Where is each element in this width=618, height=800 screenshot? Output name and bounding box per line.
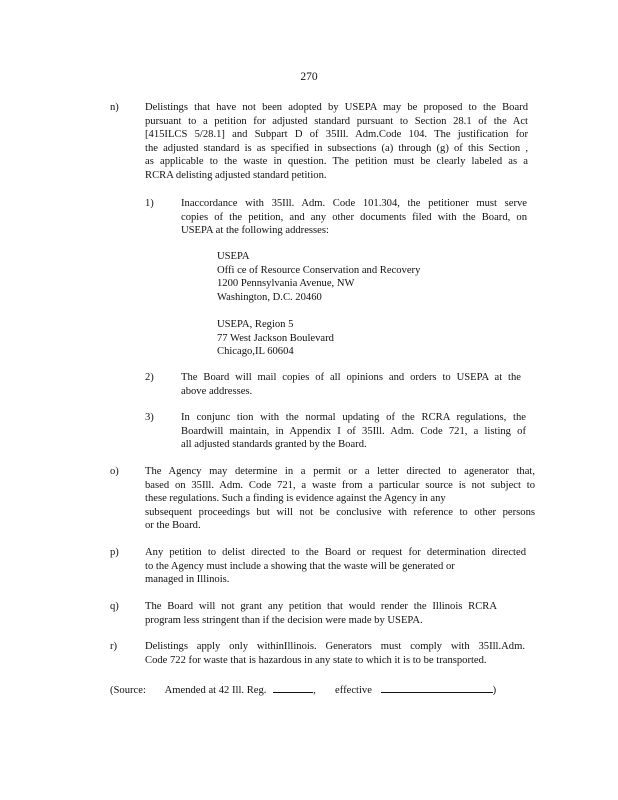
address-line: Offi ce of Resource Conservation and Recovery — [217, 264, 421, 276]
text-line: Inaccordance with 35Ill. Adm. Code 101.304, the petitioner must serve — [181, 198, 527, 209]
text-line: copies of the petition, and any other documents filed with the Board, on — [181, 211, 527, 223]
subsection-n-text — [145, 101, 528, 183]
text-line: Boardwill maintain, in Appendix I of 35Ill. Adm. Code 721, a listing of — [181, 425, 526, 437]
text-line: managed in Illinois. — [145, 574, 230, 586]
source-effective: effective — [335, 685, 372, 696]
source-close: ) — [492, 685, 497, 696]
effective-date-blank — [381, 682, 493, 693]
address-line: 77 West Jackson Boulevard — [217, 332, 334, 344]
subsection-n-1-marker: 1) — [145, 198, 154, 209]
text-line: The Agency may determine in a permit or a letter directed to agenerator that, — [145, 466, 535, 477]
text-line: as applicable to the waste in question. The petition must be clearly labeled as a — [145, 156, 528, 168]
subsection-o-marker: o) — [110, 466, 119, 477]
address-line: 1200 Pennsylvania Avenue, NW — [217, 278, 355, 290]
text-line: Delistings that have not been adopted by USEPA may be proposed to the Board — [145, 102, 528, 113]
subsection-q-text — [145, 600, 497, 627]
text-line: The Board will mail copies of all opinions and orders to USEPA at the — [181, 372, 521, 383]
text-line: In conjunc tion with the normal updating of the RCRA regulations, the — [181, 412, 526, 423]
text-line: based on 35Ill. Adm. Code 721, a waste from a particular source is not subject to — [145, 479, 535, 491]
text-line: these regulations. Such a finding is evidence against the Agency in any — [145, 493, 446, 505]
source-note — [110, 682, 510, 698]
text-line: the adjusted standard is as specified in subsections (a) through (g) of this Section , — [145, 142, 528, 154]
text-line: Any petition to delist directed to the Board or request for determination directed — [145, 547, 526, 558]
register-blank — [273, 682, 313, 693]
text-line: The Board will not grant any petition that would render the Illinois RCRA — [145, 601, 497, 612]
subsection-n-3-marker: 3) — [145, 412, 154, 423]
text-line: pursuant to a petition for adjusted standard pursuant to Section 28.1 of the Act — [145, 115, 528, 127]
text-line: program less stringent than if the decision were made by USEPA. — [145, 614, 423, 626]
subsection-n-1-text — [181, 197, 527, 238]
source-comma: , — [313, 685, 316, 696]
text-line: RCRA delisting adjusted standard petition. — [145, 169, 327, 181]
text-line: all adjusted standards granted by the Board. — [181, 439, 367, 451]
address-block-region-5 — [217, 318, 517, 359]
text-line: USEPA at the following addresses: — [181, 225, 329, 237]
address-line: USEPA — [217, 251, 250, 262]
subsection-o-text — [145, 465, 535, 533]
address-line: USEPA, Region 5 — [217, 319, 294, 330]
subsection-n-2-marker: 2) — [145, 372, 154, 383]
subsection-q-marker: q) — [110, 601, 119, 612]
page-number: 270 — [300, 71, 318, 83]
subsection-p-marker: p) — [110, 547, 119, 558]
subsection-n-2-text — [181, 371, 521, 398]
source-prefix: (Source: — [110, 685, 146, 696]
text-line: above addresses. — [181, 385, 253, 397]
address-line: Chicago,IL 60604 — [217, 346, 294, 358]
text-line: or the Board. — [145, 520, 201, 532]
subsection-r-marker: r) — [110, 641, 118, 652]
address-block-headquarters — [217, 250, 517, 304]
text-line: [415ILCS 5/28.1] and Subpart D of 35Ill. Adm.Code 104. The justification for — [145, 129, 528, 141]
text-line: to the Agency must include a showing that the waste will be generated or — [145, 560, 455, 572]
address-line: Washington, D.C. 20460 — [217, 291, 322, 303]
subsection-p-text — [145, 546, 526, 587]
subsection-r-text — [145, 640, 525, 667]
text-line: subsequent proceedings but will not be conclusive with reference to other persons — [145, 506, 535, 518]
text-line: Delistings apply only withinIllinois. Generators must comply with 35Ill.Adm. — [145, 641, 525, 652]
source-amended: Amended at 42 Ill. Reg. — [164, 685, 267, 696]
subsection-n-marker: n) — [110, 102, 119, 113]
text-line: Code 722 for waste that is hazardous in any state to which it is to be transported. — [145, 654, 487, 666]
subsection-n-3-text — [181, 411, 526, 452]
